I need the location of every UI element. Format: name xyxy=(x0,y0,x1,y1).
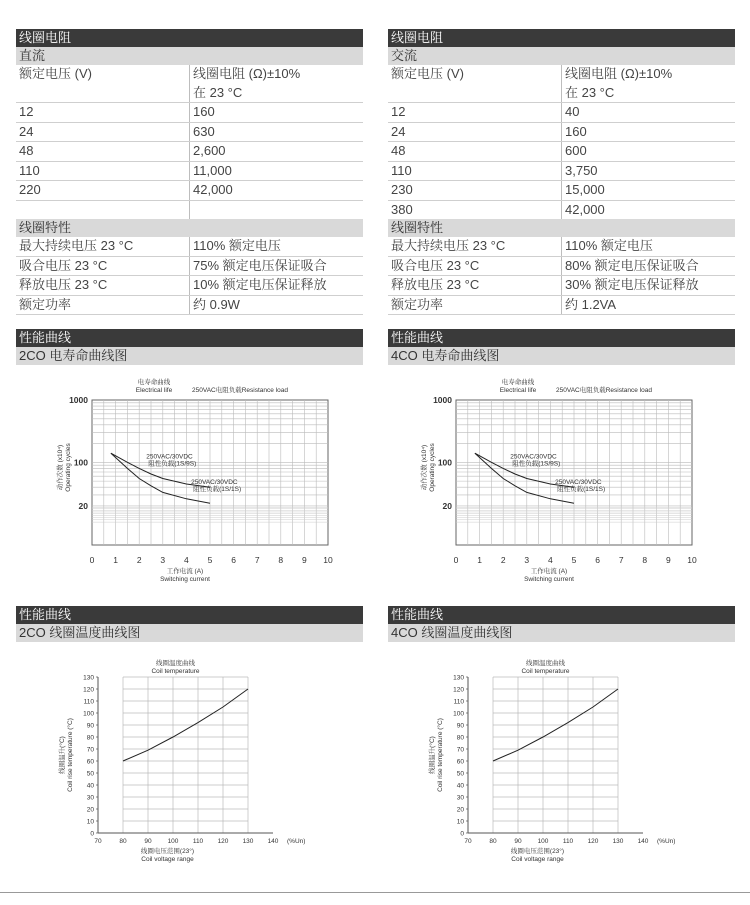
x-unit-label: (%Un) xyxy=(657,838,676,845)
y-tick-label: 60 xyxy=(86,758,94,766)
resistance-table xyxy=(388,65,735,219)
series-label: 250VAC/30VDC xyxy=(555,478,602,486)
table-row xyxy=(16,256,363,276)
cell: 24 xyxy=(388,122,562,142)
section-subheader: 线圈特性 xyxy=(16,219,363,237)
left-resistance-section xyxy=(16,29,363,315)
section-header: 线圈电阻 xyxy=(388,29,735,47)
cell: 12 xyxy=(16,103,190,123)
x-tick-label: 120 xyxy=(587,838,599,845)
x-axis-label-en: Switching current xyxy=(160,576,210,583)
y-tick-label: 30 xyxy=(86,794,94,802)
series-label: 阻性负载(1S/1S) xyxy=(557,485,606,493)
x-tick-label: 5 xyxy=(207,555,213,565)
y-tick-label: 50 xyxy=(456,770,464,778)
table-row xyxy=(16,181,363,201)
section-subheader: 交流 xyxy=(388,47,735,65)
cell: 3,750 xyxy=(562,161,736,181)
chart-title: 线圈温度曲线 xyxy=(526,660,565,667)
y-tick-label: 70 xyxy=(86,746,94,754)
section-subheader: 直流 xyxy=(16,47,363,65)
x-tick-label: 2 xyxy=(136,555,142,565)
cell: 额定功率 xyxy=(16,295,190,315)
table-row xyxy=(388,161,735,181)
y-tick-label: 70 xyxy=(456,746,464,754)
section-subheader: 4CO 线圈温度曲线图 xyxy=(388,624,735,642)
y-tick-label: 50 xyxy=(86,770,94,778)
chart-title-en: Coil temperature xyxy=(151,668,200,675)
y-tick-label: 30 xyxy=(456,794,464,802)
cell: 最大持续电压 23 °C xyxy=(16,237,190,256)
table-row xyxy=(16,237,363,256)
x-tick-label: 110 xyxy=(562,838,574,845)
cell: 释放电压 23 °C xyxy=(388,276,562,296)
section-header: 性能曲线 xyxy=(16,329,363,347)
cell: 600 xyxy=(562,142,736,162)
x-tick-label: 0 xyxy=(89,555,95,565)
y-tick-label: 90 xyxy=(86,722,94,730)
y-tick-label: 10 xyxy=(86,818,94,826)
x-tick-label: 130 xyxy=(612,838,624,845)
y-axis-label-en: Operating cycles xyxy=(65,443,72,492)
x-tick-label: 120 xyxy=(217,838,229,845)
series-label: 250VAC/30VDC xyxy=(510,453,557,461)
cell: 48 xyxy=(388,142,562,162)
y-axis-label-en: Operating cycles xyxy=(429,443,436,492)
x-tick-label: 3 xyxy=(160,555,166,565)
cell: 75% 额定电压保证吸合 xyxy=(190,256,364,276)
y-tick-label: 0 xyxy=(90,830,94,838)
y-tick-label: 20 xyxy=(78,500,88,511)
y-tick-label: 130 xyxy=(83,674,94,682)
x-tick-label: 80 xyxy=(119,838,127,845)
y-tick-label: 60 xyxy=(456,758,464,766)
left-life-section xyxy=(16,329,363,365)
table-row xyxy=(388,200,735,219)
x-tick-label: 4 xyxy=(548,555,553,565)
cell: 最大持续电压 23 °C xyxy=(388,237,562,256)
cell: 160 xyxy=(190,103,364,123)
chart-title-en: Coil temperature xyxy=(521,668,570,675)
y-tick-label: 1000 xyxy=(69,395,88,405)
x-tick-label: 1 xyxy=(477,555,482,565)
section-header: 性能曲线 xyxy=(388,606,735,624)
cell: 110 xyxy=(16,161,190,181)
table-header-row xyxy=(16,65,363,84)
y-axis-label: 动作次数 (x10⁴) xyxy=(421,444,428,491)
x-axis-label: 工作电流 (A) xyxy=(166,568,204,575)
cell: 额定功率 xyxy=(388,295,562,315)
cell: 约 0.9W xyxy=(190,295,364,315)
x-tick-label: 10 xyxy=(323,555,333,565)
cell: 42,000 xyxy=(565,201,605,217)
cell: 630 xyxy=(190,122,364,142)
chart-title-en: Electrical life xyxy=(499,387,537,394)
cell: 42,000 xyxy=(190,181,364,201)
x-tick-label: 130 xyxy=(242,838,254,845)
cell: 110 xyxy=(388,161,562,181)
x-tick-label: 70 xyxy=(464,838,472,845)
x-tick-label: 140 xyxy=(637,838,649,845)
section-subheader: 4CO 电寿命曲线图 xyxy=(388,347,735,365)
x-axis-label: 线圈电压范围(23°) xyxy=(140,848,195,855)
plot-area xyxy=(493,677,618,833)
x-tick-label: 100 xyxy=(167,838,179,845)
table-row xyxy=(388,256,735,276)
y-tick-label: 120 xyxy=(453,686,464,694)
table-row xyxy=(16,103,363,123)
x-tick-label: 6 xyxy=(595,555,600,565)
y-tick-label: 100 xyxy=(453,710,464,718)
y-tick-label: 40 xyxy=(86,782,94,790)
table-row xyxy=(16,295,363,315)
table-row xyxy=(388,103,735,123)
y-tick-label: 80 xyxy=(86,734,94,742)
bottom-divider xyxy=(0,892,750,893)
x-tick-label: 5 xyxy=(571,555,577,565)
plot-area xyxy=(123,677,248,833)
x-tick-label: 80 xyxy=(489,838,497,845)
x-tick-label: 110 xyxy=(192,838,204,845)
right-temp-section xyxy=(388,606,735,642)
y-tick-label: 0 xyxy=(460,830,464,838)
section-header: 线圈电阻 xyxy=(16,29,363,47)
y-tick-label: 110 xyxy=(453,698,464,706)
y-tick-label: 20 xyxy=(456,806,464,814)
chart-title: 线圈温度曲线 xyxy=(156,660,195,667)
cell: 约 1.2VA xyxy=(562,295,736,315)
temp-chart-4co xyxy=(410,655,715,870)
temp-chart-2co xyxy=(40,655,345,870)
y-tick-label: 20 xyxy=(442,500,452,511)
col-header: 额定电压 (V) xyxy=(16,65,190,84)
table-header-row xyxy=(388,65,735,84)
table-header-row xyxy=(388,84,735,103)
y-tick-label: 130 xyxy=(453,674,464,682)
table-row xyxy=(388,295,735,315)
table-row xyxy=(16,142,363,162)
y-tick-label: 120 xyxy=(83,686,94,694)
y-tick-label: 1000 xyxy=(433,395,452,405)
cell: 10% 额定电压保证释放 xyxy=(190,276,364,296)
x-tick-label: 4 xyxy=(184,555,189,565)
right-resistance-section xyxy=(388,29,735,315)
col-header: 线圈电阻 (Ω)±10% xyxy=(193,66,301,82)
series-label: 阻性负载(1S/9S) xyxy=(148,460,197,468)
chart-title: 电寿命曲线 xyxy=(137,379,171,386)
section-header: 性能曲线 xyxy=(388,329,735,347)
x-tick-label: 90 xyxy=(144,838,152,845)
table-header-row xyxy=(16,84,363,103)
x-tick-label: 70 xyxy=(94,838,102,845)
cell: 160 xyxy=(562,122,736,142)
y-tick-label: 100 xyxy=(83,710,94,718)
section-subheader: 线圈特性 xyxy=(388,219,735,237)
cell: 24 xyxy=(16,122,190,142)
cell: 吸合电压 23 °C xyxy=(388,256,562,276)
section-header: 性能曲线 xyxy=(16,606,363,624)
x-tick-label: 10 xyxy=(687,555,697,565)
cell: 48 xyxy=(16,142,190,162)
table-row xyxy=(16,200,363,219)
characteristics-table xyxy=(16,237,363,315)
x-tick-label: 7 xyxy=(254,555,260,565)
cell: 220 xyxy=(16,181,190,201)
y-axis-label: 线圈温升(°C) xyxy=(59,736,66,774)
x-tick-label: 8 xyxy=(278,555,284,565)
cell: 30% 额定电压保证释放 xyxy=(562,276,736,296)
table-row xyxy=(16,122,363,142)
cell: 110% 额定电压 xyxy=(190,237,364,256)
x-tick-label: 9 xyxy=(302,555,307,565)
table-row xyxy=(16,161,363,181)
cell: 吸合电压 23 °C xyxy=(16,256,190,276)
table-row xyxy=(388,142,735,162)
y-tick-label: 20 xyxy=(86,806,94,814)
table-row xyxy=(388,122,735,142)
col-header: 线圈电阻 (Ω)±10% xyxy=(565,66,673,82)
x-tick-label: 2 xyxy=(500,555,506,565)
x-tick-label: 140 xyxy=(267,838,279,845)
cell xyxy=(16,200,190,219)
life-chart-2co xyxy=(40,375,345,590)
table-row xyxy=(388,276,735,296)
x-axis-label: 工作电流 (A) xyxy=(530,568,568,575)
x-axis-label-en: Coil voltage range xyxy=(511,856,564,863)
resistance-table xyxy=(16,65,363,219)
cell: 释放电压 23 °C xyxy=(16,276,190,296)
x-axis-label: 线圈电压范围(23°) xyxy=(510,848,565,855)
left-temp-section xyxy=(16,606,363,642)
y-tick-label: 110 xyxy=(83,698,94,706)
x-unit-label: (%Un) xyxy=(287,838,306,845)
y-tick-label: 100 xyxy=(437,457,452,468)
y-tick-label: 40 xyxy=(456,782,464,790)
cell xyxy=(190,200,364,219)
y-tick-label: 90 xyxy=(456,722,464,730)
x-tick-label: 1 xyxy=(113,555,118,565)
y-tick-label: 10 xyxy=(456,818,464,826)
y-tick-label: 100 xyxy=(73,457,88,468)
x-tick-label: 7 xyxy=(618,555,624,565)
x-tick-label: 3 xyxy=(524,555,530,565)
x-tick-label: 90 xyxy=(514,838,522,845)
table-row xyxy=(16,276,363,296)
y-axis-label: 动作次数 (x10⁴) xyxy=(57,444,64,491)
series-label: 250VAC/30VDC xyxy=(191,478,238,486)
cell: 110% 额定电压 xyxy=(562,237,736,256)
cell: 12 xyxy=(388,103,562,123)
y-tick-label: 80 xyxy=(456,734,464,742)
y-axis-label-en: Coil rise temperature (°C) xyxy=(67,718,74,792)
x-axis-label-en: Coil voltage range xyxy=(141,856,194,863)
section-subheader: 2CO 电寿命曲线图 xyxy=(16,347,363,365)
characteristics-table xyxy=(388,237,735,315)
series-label: 阻性负载(1S/9S) xyxy=(512,460,561,468)
x-tick-label: 0 xyxy=(453,555,459,565)
condition-label: 250VAC电阻负载Resistance load xyxy=(556,387,652,394)
x-tick-label: 8 xyxy=(642,555,648,565)
table-row xyxy=(388,237,735,256)
col-header-sub: 在 23 °C xyxy=(562,84,736,103)
condition-label: 250VAC电阻负载Resistance load xyxy=(192,387,288,394)
right-life-section xyxy=(388,329,735,365)
cell: 80% 额定电压保证吸合 xyxy=(562,256,736,276)
series-label: 阻性负载(1S/1S) xyxy=(193,485,242,493)
section-subheader: 2CO 线圈温度曲线图 xyxy=(16,624,363,642)
cell: 11,000 xyxy=(190,161,364,181)
cell: 40 xyxy=(562,103,736,123)
col-header-sub: 在 23 °C xyxy=(190,84,364,103)
table-row xyxy=(388,181,735,201)
life-chart-4co xyxy=(404,375,709,590)
col-header: 额定电压 (V) xyxy=(388,65,562,84)
x-tick-label: 9 xyxy=(666,555,671,565)
chart-title: 电寿命曲线 xyxy=(501,379,535,386)
y-axis-label: 线圈温升(°C) xyxy=(429,736,436,774)
cell: 230 xyxy=(388,181,562,201)
cell: 2,600 xyxy=(190,142,364,162)
x-tick-label: 6 xyxy=(231,555,236,565)
x-tick-label: 100 xyxy=(537,838,549,845)
chart-title-en: Electrical life xyxy=(135,387,173,394)
x-axis-label-en: Switching current xyxy=(524,576,574,583)
series-label: 250VAC/30VDC xyxy=(146,453,193,461)
cell: 380 xyxy=(388,200,562,219)
y-axis-label-en: Coil rise temperature (°C) xyxy=(437,718,444,792)
cell: 15,000 xyxy=(562,181,736,201)
